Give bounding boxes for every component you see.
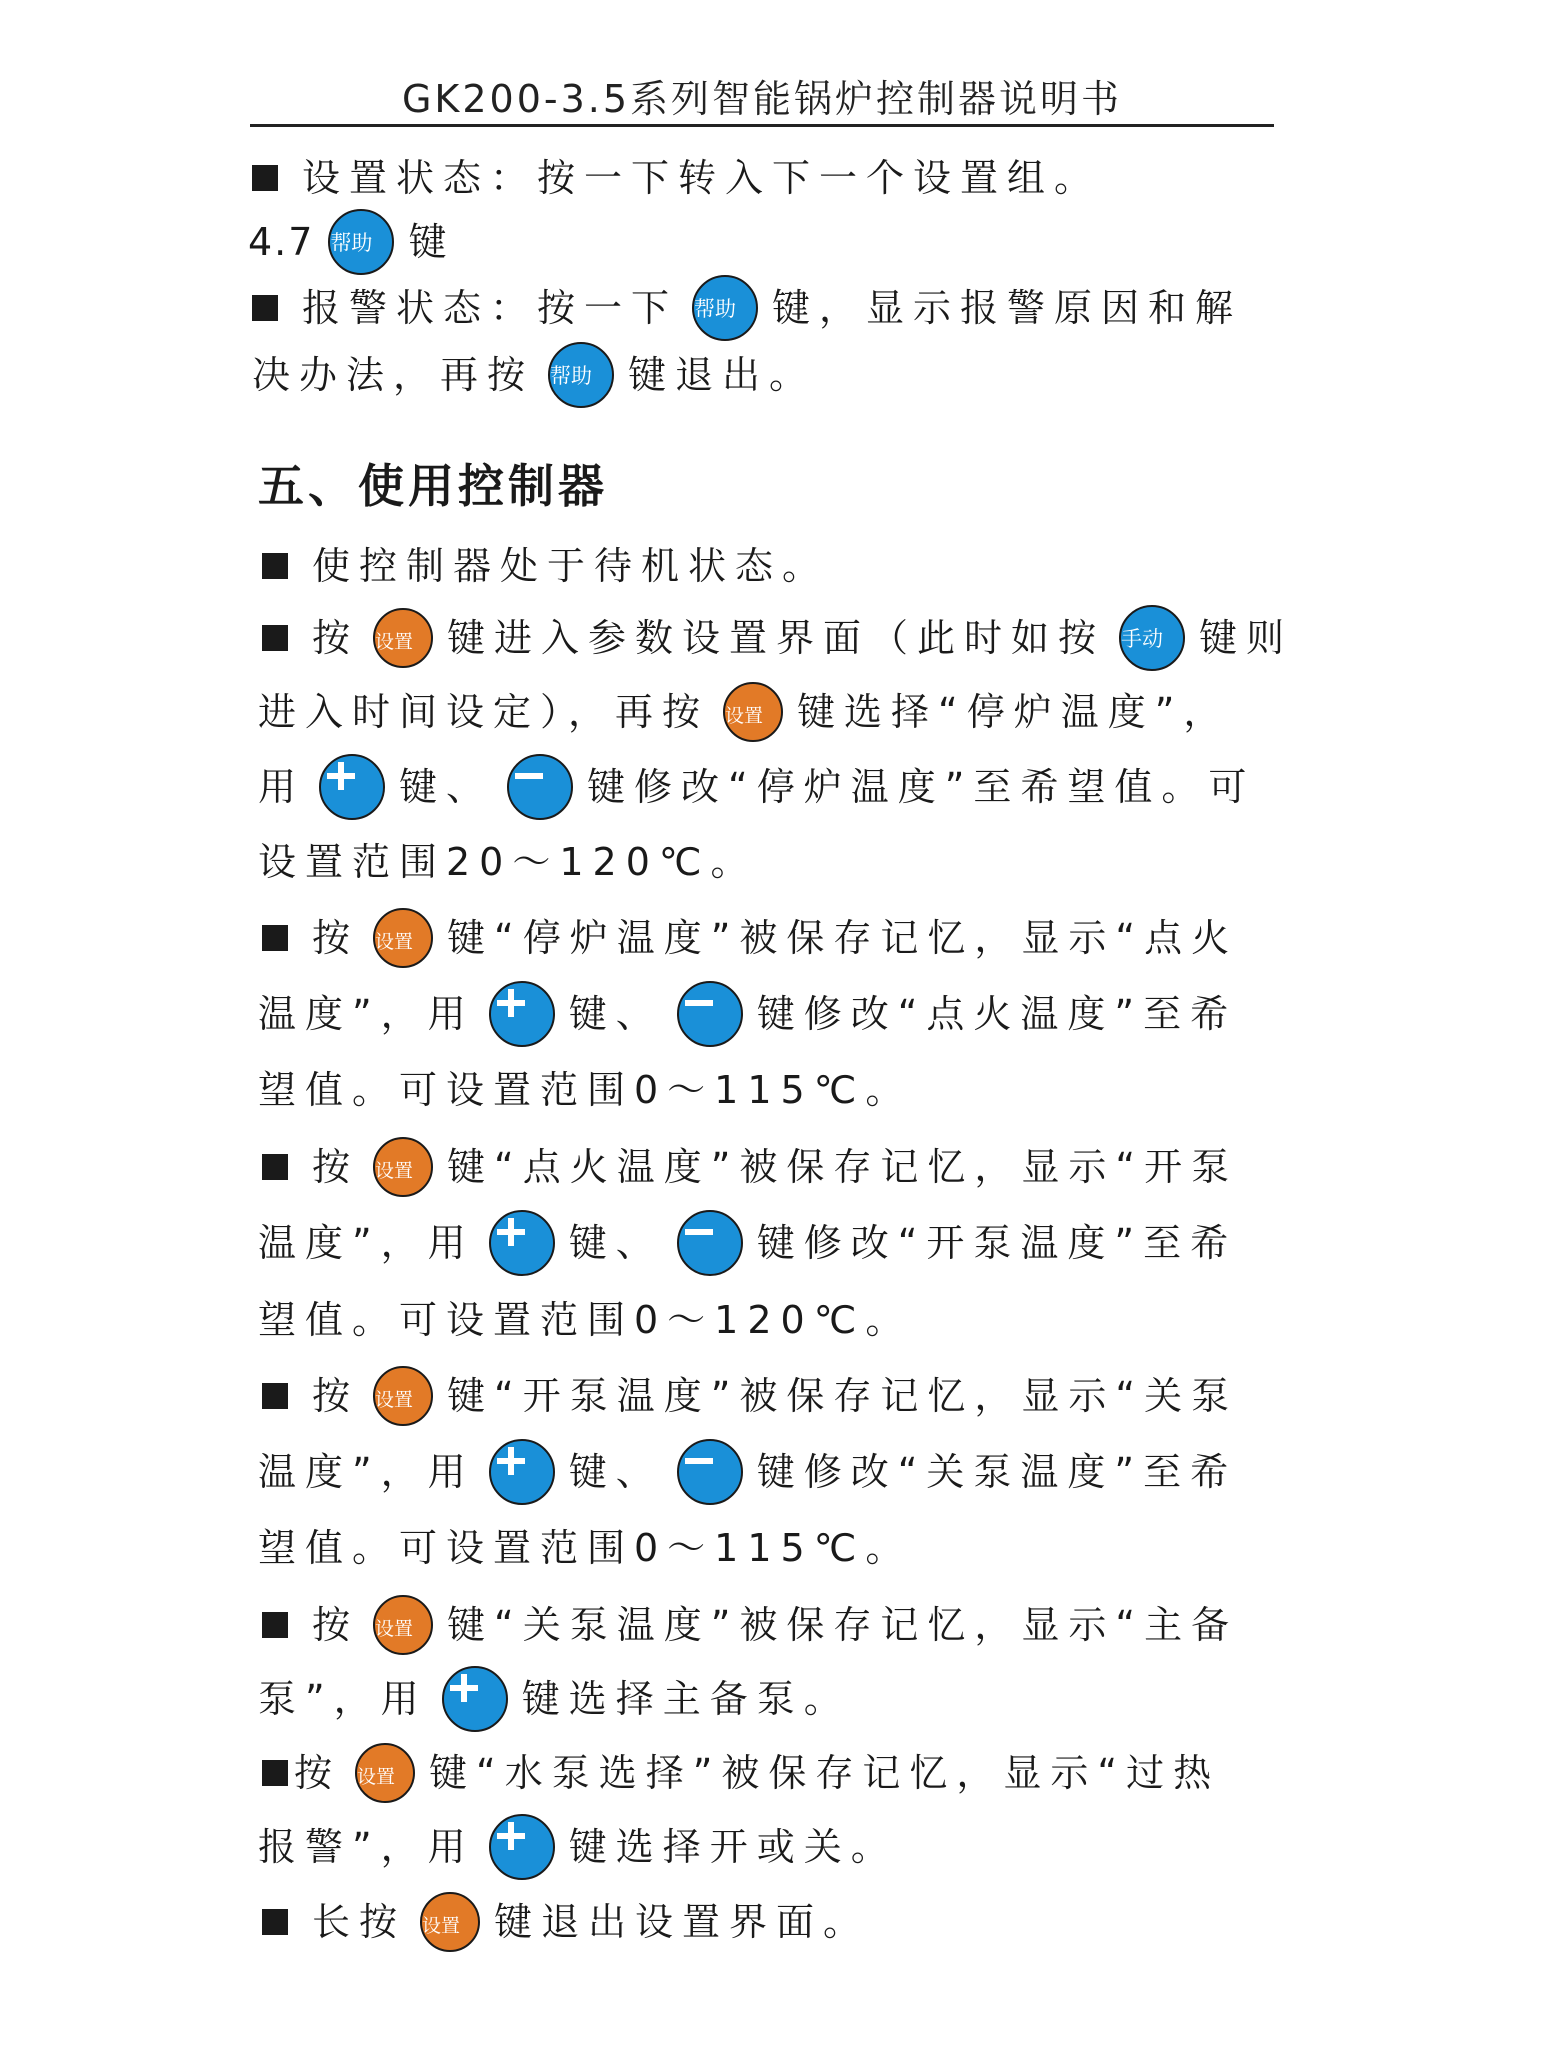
p2-text-e: 键选择“停炉温度”， bbox=[797, 690, 1231, 734]
p2-line-4 bbox=[258, 830, 758, 894]
set-key-icon: 设置 bbox=[723, 682, 783, 742]
plus-icon bbox=[442, 1666, 508, 1732]
p6-text-c: 泵”，用 bbox=[258, 1677, 428, 1721]
bullet-square-icon bbox=[262, 553, 288, 579]
p1-text: 使控制器处于待机状态。 bbox=[312, 544, 830, 588]
bullet-square-icon bbox=[252, 165, 278, 191]
p3-text-f: 望值。可设置范围0～115℃。 bbox=[258, 1068, 913, 1112]
p7-text-d: 键选择开或关。 bbox=[568, 1825, 898, 1869]
p4-text-b: 键“点火温度”被保存记忆，显示“开泵 bbox=[447, 1145, 1239, 1189]
alarm-text-b: 键，显示报警原因和解 bbox=[772, 286, 1243, 330]
heading-4-7 bbox=[248, 210, 455, 274]
p5-text-c: 温度”，用 bbox=[258, 1450, 475, 1494]
manual-key-icon: 手动 bbox=[1119, 605, 1185, 671]
plus-icon bbox=[489, 1814, 555, 1880]
heading-number: 4.7 bbox=[248, 220, 315, 264]
bullet-square-icon bbox=[262, 1760, 288, 1786]
p7-line-2 bbox=[258, 1815, 898, 1879]
p5-text-e: 键修改“关泵温度”至希 bbox=[756, 1450, 1238, 1494]
p7-text-c: 报警”，用 bbox=[258, 1825, 475, 1869]
set-key-icon: 设置 bbox=[373, 1595, 433, 1655]
p3-line-1 bbox=[262, 906, 1238, 970]
p2-text-c: 键则 bbox=[1199, 616, 1294, 660]
p3-text-b: 键“停炉温度”被保存记忆，显示“点火 bbox=[447, 916, 1239, 960]
p4-text-f: 望值。可设置范围0～120℃。 bbox=[258, 1298, 913, 1342]
bullet-square-icon bbox=[262, 1154, 288, 1180]
p4-text-c: 温度”，用 bbox=[258, 1221, 475, 1265]
set-key-icon: 设置 bbox=[355, 1743, 415, 1803]
set-key-icon: 设置 bbox=[373, 608, 433, 668]
p2-text-g: 键、 bbox=[399, 765, 494, 809]
p5-line-1 bbox=[262, 1364, 1238, 1428]
p1-line bbox=[262, 534, 829, 598]
p5-text-b: 键“开泵温度”被保存记忆，显示“关泵 bbox=[447, 1374, 1239, 1418]
p7-text-a: 按 bbox=[294, 1751, 342, 1795]
p8-text-a: 长按 bbox=[312, 1900, 407, 1944]
p5-text-d: 键、 bbox=[568, 1450, 663, 1494]
plus-icon bbox=[489, 1210, 555, 1276]
p4-text-d: 键、 bbox=[568, 1221, 663, 1265]
heading-suffix: 键 bbox=[408, 220, 456, 264]
set-key-icon: 设置 bbox=[420, 1892, 480, 1952]
bullet-square-icon bbox=[262, 1909, 288, 1935]
p2-text-f: 用 bbox=[258, 765, 306, 809]
alarm-text-d: 键退出。 bbox=[628, 353, 817, 397]
p2-text-i: 设置范围20～120℃。 bbox=[258, 840, 758, 884]
p5-text-f: 望值。可设置范围0～115℃。 bbox=[258, 1526, 913, 1570]
plus-icon bbox=[489, 981, 555, 1047]
set-key-icon: 设置 bbox=[373, 1137, 433, 1197]
p4-text-a: 按 bbox=[312, 1145, 360, 1189]
alarm-text-c: 决办法，再按 bbox=[252, 353, 535, 397]
bullet-square-icon bbox=[262, 1383, 288, 1409]
p2-text-h: 键修改“停炉温度”至希望值。可 bbox=[587, 765, 1256, 809]
help-key-icon: 帮助 bbox=[548, 342, 614, 408]
p6-text-d: 键选择主备泵。 bbox=[521, 1677, 851, 1721]
setting-state-text: 设置状态：按一下转入下一个设置组。 bbox=[302, 156, 1102, 200]
p7-line-1 bbox=[262, 1741, 1220, 1805]
p4-text-e: 键修改“开泵温度”至希 bbox=[756, 1221, 1238, 1265]
p3-text-e: 键修改“点火温度”至希 bbox=[756, 992, 1238, 1036]
p4-line-3 bbox=[258, 1288, 912, 1352]
p3-line-3 bbox=[258, 1058, 912, 1122]
p6-text-a: 按 bbox=[312, 1603, 360, 1647]
p2-text-b: 键进入参数设置界面（此时如按 bbox=[447, 616, 1106, 660]
p2-line-3 bbox=[258, 755, 1255, 819]
page-header-title: GK200-3.5系列智能锅炉控制器说明书 bbox=[401, 77, 1123, 121]
plus-icon bbox=[319, 754, 385, 820]
bullet-square-icon bbox=[262, 625, 288, 651]
minus-icon bbox=[677, 1439, 743, 1505]
header-divider bbox=[250, 124, 1274, 127]
setting-state-line bbox=[252, 146, 1101, 210]
p6-line-2 bbox=[258, 1667, 851, 1731]
alarm-state-line-1 bbox=[252, 276, 1242, 340]
plus-icon bbox=[489, 1439, 555, 1505]
p4-line-1 bbox=[262, 1135, 1238, 1199]
p2-line-1 bbox=[262, 606, 1293, 670]
p2-text-a: 按 bbox=[312, 616, 360, 660]
p5-line-2 bbox=[258, 1440, 1237, 1504]
bullet-square-icon bbox=[262, 925, 288, 951]
p2-line-2 bbox=[258, 680, 1230, 744]
alarm-state-line-2 bbox=[252, 343, 816, 407]
help-key-icon: 帮助 bbox=[692, 275, 758, 341]
bullet-square-icon bbox=[262, 1612, 288, 1638]
alarm-text-a: 报警状态：按一下 bbox=[302, 286, 679, 330]
p6-line-1 bbox=[262, 1593, 1238, 1657]
set-key-icon: 设置 bbox=[373, 1366, 433, 1426]
section-title: 五、使用控制器 bbox=[258, 459, 608, 513]
p3-text-c: 温度”，用 bbox=[258, 992, 475, 1036]
p2-text-d: 进入时间设定），再按 bbox=[258, 690, 710, 734]
p5-line-3 bbox=[258, 1516, 912, 1580]
p4-line-2 bbox=[258, 1211, 1237, 1275]
help-key-icon: 帮助 bbox=[328, 209, 394, 275]
p3-line-2 bbox=[258, 982, 1237, 1046]
p8-text-b: 键退出设置界面。 bbox=[494, 1900, 871, 1944]
bullet-square-icon bbox=[252, 295, 278, 321]
p6-text-b: 键“关泵温度”被保存记忆，显示“主备 bbox=[447, 1603, 1239, 1647]
minus-icon bbox=[677, 981, 743, 1047]
p3-text-d: 键、 bbox=[568, 992, 663, 1036]
minus-icon bbox=[677, 1210, 743, 1276]
p7-text-b: 键“水泵选择”被保存记忆，显示“过热 bbox=[429, 1751, 1221, 1795]
set-key-icon: 设置 bbox=[373, 908, 433, 968]
p8-line-1 bbox=[262, 1890, 870, 1954]
minus-icon bbox=[507, 754, 573, 820]
p3-text-a: 按 bbox=[312, 916, 360, 960]
p5-text-a: 按 bbox=[312, 1374, 360, 1418]
